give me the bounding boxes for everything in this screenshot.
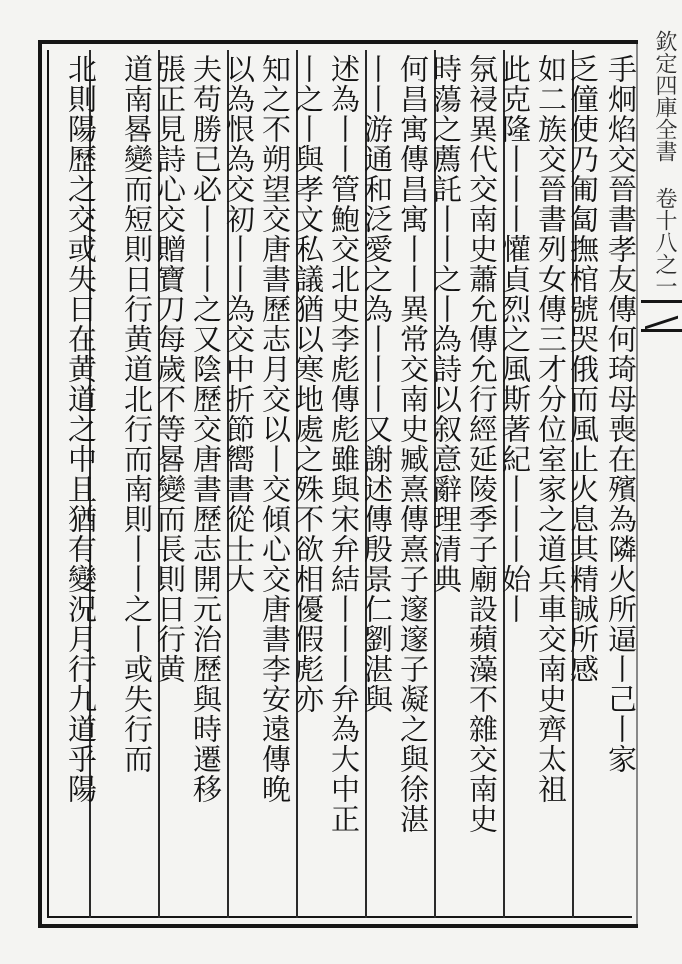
text-column-7: 何昌寓傳昌寓丨丨異常交南史臧熹傳熹子邃邃子凝之與徐湛 <box>396 54 430 834</box>
text-column-11: 知之不朔望交唐書歷志月交以丨交傾心交唐書李安遠傳晚 <box>258 54 292 804</box>
text-column-2: 乏僮使乃匍匐撫棺號哭俄而風止火息其精誠所感 <box>566 54 600 684</box>
text-column-12: 以為恨為交初丨丨為交中折節嚮書從士大 <box>222 54 256 594</box>
text-column-5: 氛祲異代交南史蕭允傳允行經延陵季子廟設蘋藻不雜交南史 <box>465 54 499 834</box>
text-column-10: 丨之丨與孝文私議猶以寒地處之殊不欲相優假彪亦 <box>291 54 325 714</box>
text-column-3: 如二族交晉書列女傳三才分位室家之道兵車交南史齊太祖 <box>534 54 568 804</box>
margin-title: 欽定四庫全書 卷十八之一 <box>652 30 677 297</box>
text-column-8: 丨丨游通和泛愛之為丨丨丨又謝述傳殷景仁劉湛與 <box>360 54 394 714</box>
text-column-1: 手炯焰交晉書孝友傳何琦母喪在殯為隣火所逼丨己丨家 <box>604 54 638 774</box>
text-column-13: 夫苟勝已必丨丨丨之又陰歷交唐書歷志開元治歷與時遷移 <box>189 54 223 804</box>
fish-tail-mark <box>641 300 682 332</box>
text-column-4: 此克隆丨丨丨懽貞烈之風斯著紀丨丨丨始丨 <box>498 54 532 624</box>
text-column-15: 道南晷變而短則日行黄道北行而南則丨丨之丨或失行而 <box>120 54 154 774</box>
text-column-16: 北則陽歷之交或失日在黄道之中且猶有變況月行九道乎陽 <box>64 54 98 804</box>
text-column-9: 述為丨丨管鮑交北史李彪傳彪雖與宋弁結丨丨丨弁為大中正 <box>327 54 361 834</box>
text-column-14: 張正見詩心交贈寶刀每歲不等晷變而長則日行黄 <box>153 54 187 684</box>
text-column-6: 時蕩之薦託丨丨之丨為詩以叙意辭理清典 <box>429 54 463 594</box>
